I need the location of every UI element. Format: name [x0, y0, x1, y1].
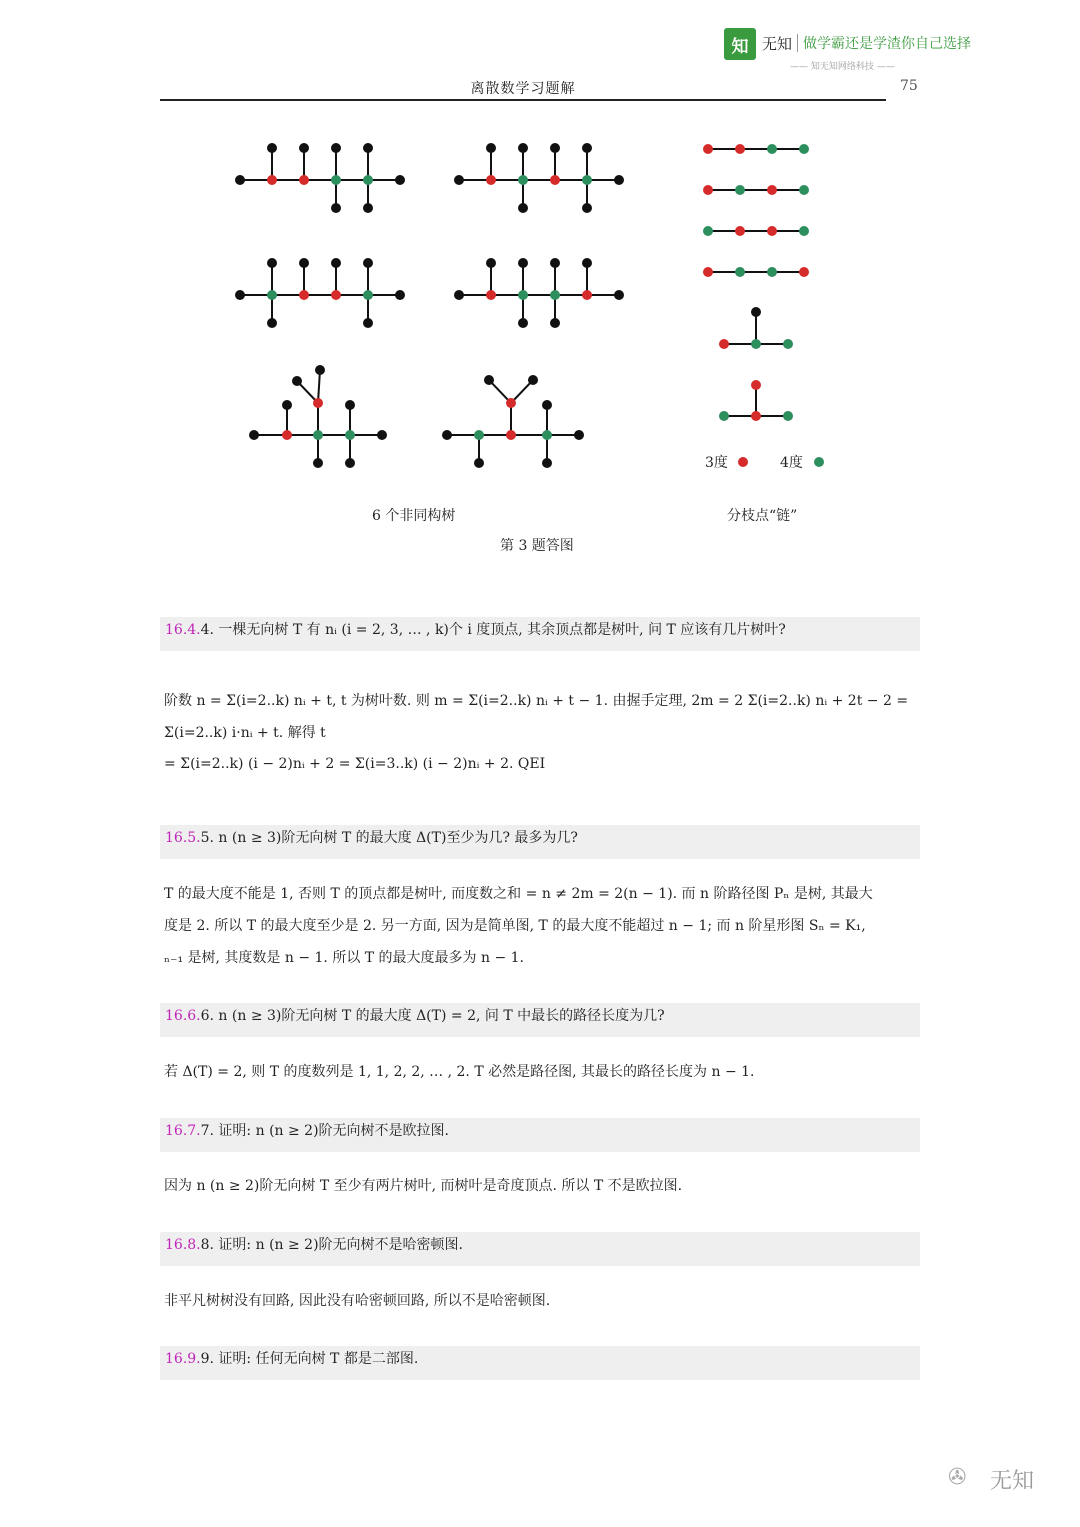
leaf-vertex: [235, 175, 245, 185]
problem-number: 16.9.: [165, 1351, 201, 1367]
legend-deg4-label: 4度: [780, 455, 803, 471]
degree3-vertex: [331, 290, 341, 300]
degree4-vertex: [345, 430, 355, 440]
leaf-vertex: [486, 258, 496, 268]
degree3-vertex: [299, 290, 309, 300]
degree4-vertex: [518, 290, 528, 300]
problem-statement: [165, 1350, 418, 1368]
degree3-vertex: [550, 175, 560, 185]
leaf-vertex: [331, 258, 341, 268]
leaf-vertex: [550, 318, 560, 328]
degree3-vertex: [486, 175, 496, 185]
degree4-vertex: [799, 226, 809, 236]
solution-line: T 的最大度不能是 1, 否则 T 的顶点都是树叶, 而度数之和 = n ≠ 2m = 2(n − 1). 而 n 阶路径图 Pₙ 是树, 其最大: [164, 886, 873, 902]
degree4-vertex: [542, 430, 552, 440]
leaf-vertex: [518, 318, 528, 328]
solution-line: 若 Δ(T) = 2, 则 T 的度数列是 1, 1, 2, 2, … , 2. T 必然是路径图, 其最长的路径长度为 n − 1.: [164, 1064, 755, 1080]
degree4-vertex: [735, 185, 745, 195]
degree3-vertex: [486, 290, 496, 300]
problem-number: 16.5.: [165, 830, 201, 846]
degree3-vertex: [767, 185, 777, 195]
problem-text: 9. 证明: 任何无向树 T 都是二部图.: [200, 1351, 419, 1367]
degree3-vertex: [767, 226, 777, 236]
degree3-vertex: [719, 339, 729, 349]
problem-text: 7. 证明: n (n ≥ 2)阶无向树不是欧拉图.: [200, 1123, 449, 1139]
degree3-vertex: [799, 267, 809, 277]
leaf-vertex: [582, 258, 592, 268]
leaf-vertex: [377, 430, 387, 440]
leaf-vertex: [454, 290, 464, 300]
leaf-vertex: [249, 430, 259, 440]
degree3-vertex: [282, 430, 292, 440]
legend-deg3-label: 3度: [705, 455, 728, 471]
leaf-vertex: [345, 400, 355, 410]
leaf-vertex: [363, 258, 373, 268]
leaf-vertex: [614, 290, 624, 300]
leaf-vertex: [331, 143, 341, 153]
degree4-vertex: [474, 430, 484, 440]
leaf-vertex: [331, 203, 341, 213]
problem-number: 16.8.: [165, 1237, 201, 1253]
degree3-vertex: [582, 290, 592, 300]
degree3-vertex: [506, 398, 516, 408]
degree4-vertex: [767, 144, 777, 154]
degree3-vertex: [506, 430, 516, 440]
degree4-vertex: [550, 290, 560, 300]
brand-subtitle: —— 知无知网络科技 ——: [790, 62, 895, 72]
degree4-vertex: [799, 144, 809, 154]
wechat-icon: ✇: [948, 1465, 967, 1490]
problem-statement: [165, 1236, 463, 1254]
degree4-vertex: [267, 290, 277, 300]
leaf-vertex: [395, 175, 405, 185]
degree4-vertex: [735, 267, 745, 277]
problem-statement: [165, 621, 786, 639]
caption-right: 分枝点“链”: [727, 508, 798, 524]
leaf-vertex: [235, 290, 245, 300]
solution-line: 非平凡树树没有回路, 因此没有哈密顿回路, 所以不是哈密顿图.: [164, 1293, 551, 1309]
degree4-vertex: [313, 430, 323, 440]
leaf-vertex: [363, 143, 373, 153]
leaf-vertex: [454, 175, 464, 185]
solution-line: = Σ(i=2..k) (i − 2)nᵢ + 2 = Σ(i=3..k) (i − 2)nᵢ + 2. QEI: [164, 756, 546, 772]
brand-slogan: 做学霸还是学渣你自己选择: [803, 36, 971, 52]
leaf-vertex: [614, 175, 624, 185]
degree4-vertex: [783, 411, 793, 421]
degree4-vertex: [518, 175, 528, 185]
leaf-vertex: [345, 458, 355, 468]
page-number: 75: [900, 78, 918, 94]
leaf-vertex: [518, 258, 528, 268]
leaf-vertex: [474, 458, 484, 468]
degree4-vertex: [783, 339, 793, 349]
degree4-vertex: [767, 267, 777, 277]
leaf-vertex: [486, 143, 496, 153]
leaf-vertex: [292, 376, 302, 386]
leaf-vertex: [528, 375, 538, 385]
degree4-vertex: [719, 411, 729, 421]
leaf-vertex: [395, 290, 405, 300]
degree4-vertex: [814, 457, 824, 467]
problem-statement: [165, 1007, 665, 1025]
problem-statement: [165, 1122, 449, 1140]
figure-title: 第 3 题答图: [500, 538, 574, 554]
footer-brand: 无知: [990, 1469, 1035, 1494]
leaf-vertex: [442, 430, 452, 440]
leaf-vertex: [550, 143, 560, 153]
leaf-vertex: [267, 258, 277, 268]
problem-text: 8. 证明: n (n ≥ 2)阶无向树不是哈密顿图.: [200, 1237, 463, 1253]
degree3-vertex: [299, 175, 309, 185]
leaf-vertex: [282, 400, 292, 410]
problem-text: 6. n (n ≥ 3)阶无向树 T 的最大度 Δ(T) = 2, 问 T 中最长的路径长度为几?: [200, 1008, 665, 1024]
solution-line: 因为 n (n ≥ 2)阶无向树 T 至少有两片树叶, 而树叶是奇度顶点. 所以 T 不是欧拉图.: [164, 1178, 683, 1194]
degree3-vertex: [735, 144, 745, 154]
problem-number: 16.6.: [165, 1008, 201, 1024]
degree4-vertex: [799, 185, 809, 195]
degree3-vertex: [703, 144, 713, 154]
degree4-vertex: [582, 175, 592, 185]
solution-line: 阶数 n = Σ(i=2..k) nᵢ + t, t 为树叶数. 则 m = Σ(i=2..k) nᵢ + t − 1. 由握手定理, 2m = 2 Σ(i=2..k) nᵢ + 2t − 2 = Σ(i=2..k) i·nᵢ + t. 解得 t: [164, 693, 909, 741]
leaf-vertex: [582, 203, 592, 213]
leaf-vertex: [299, 143, 309, 153]
problem-number: 16.4.: [165, 622, 201, 638]
leaf-vertex: [518, 143, 528, 153]
leaf-vertex: [267, 143, 277, 153]
solution-line: 度是 2. 所以 T 的最大度至少是 2. 另一方面, 因为是简单图, T 的最大度不能超过 n − 1; 而 n 阶星形图 Sₙ = K₁,: [164, 918, 866, 934]
leaf-vertex: [267, 318, 277, 328]
leaf-vertex: [550, 258, 560, 268]
degree3-vertex: [751, 380, 761, 390]
degree3-vertex: [751, 411, 761, 421]
leaf-vertex: [484, 375, 494, 385]
leaf-vertex: [751, 307, 761, 317]
degree3-vertex: [313, 398, 323, 408]
degree4-vertex: [703, 226, 713, 236]
degree4-vertex: [751, 339, 761, 349]
degree3-vertex: [267, 175, 277, 185]
leaf-vertex: [574, 430, 584, 440]
leaf-vertex: [299, 258, 309, 268]
leaf-vertex: [518, 203, 528, 213]
solution-line: ₙ₋₁ 是树, 其度数是 n − 1. 所以 T 的最大度最多为 n − 1.: [164, 950, 525, 966]
leaf-vertex: [582, 143, 592, 153]
book-title: 离散数学习题解: [470, 81, 576, 97]
leaf-vertex: [363, 203, 373, 213]
problem-text: 4. 一棵无向树 T 有 nᵢ (i = 2, 3, … , k)个 i 度顶点, 其余顶点都是树叶, 问 T 应该有几片树叶?: [200, 622, 786, 638]
leaf-vertex: [313, 458, 323, 468]
degree3-vertex: [703, 185, 713, 195]
degree4-vertex: [363, 175, 373, 185]
leaf-vertex: [315, 365, 325, 375]
leaf-vertex: [542, 400, 552, 410]
degree3-vertex: [738, 457, 748, 467]
problem-number: 16.7.: [165, 1123, 201, 1139]
degree4-vertex: [331, 175, 341, 185]
brand-name: 无知: [762, 35, 793, 53]
degree3-vertex: [703, 267, 713, 277]
leaf-vertex: [363, 318, 373, 328]
degree3-vertex: [735, 226, 745, 236]
problem-statement: [165, 829, 578, 847]
tree-figure: [0, 0, 1080, 560]
problem-text: 5. n (n ≥ 3)阶无向树 T 的最大度 Δ(T)至少为几? 最多为几?: [200, 830, 578, 846]
degree4-vertex: [363, 290, 373, 300]
brand-logo: 知: [724, 28, 756, 60]
caption-left: 6 个非同构树: [372, 508, 456, 524]
leaf-vertex: [542, 458, 552, 468]
